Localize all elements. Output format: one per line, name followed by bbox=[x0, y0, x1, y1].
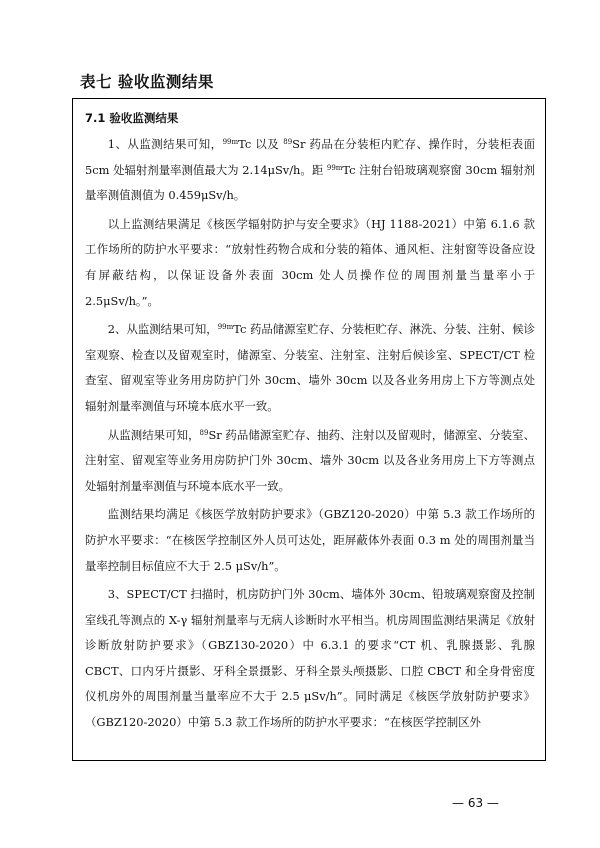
paragraph-4: 从监测结果可知，$^{89}$Sr 药品储源室贮存、抽药、注射以及留观时，储源室、分装室、注射室、留观室等业务用房防护门外 30cm、墙外 30cm 以及各业务用房上下方等测点处辐射剂量率测值与环境本底水平一致。 bbox=[85, 427, 535, 493]
page-number: — 63 — bbox=[452, 796, 499, 810]
paragraph-3: 2、从监测结果可知，$^{99m}$Tc 药品储源室贮存、分装柜贮存、淋洗、分装、注射、候诊室观察、检查以及留观室时，储源室、分装室、注射室、注射后候诊室、SPECT/CT 检查室、留观室等业务用房防护门外 30cm、墙外 30cm 以及各业务用房上下方等测点处辐射剂量率测值与环境本底水平一致。 bbox=[85, 322, 536, 413]
page-heading: 表七 验收监测结果 bbox=[80, 73, 214, 91]
paragraph-5: 监测结果均满足《核医学放射防护要求》（GBZ120-2020）中第 5.3 款工作场所的防护水平要求：“在核医学控制区外人员可达处，距屏蔽体外表面 0.3 m 处的周围剂量当量率控制目标值应不大于 2.5 μSv/h”。 bbox=[85, 507, 535, 573]
paragraph-1: 1、从监测结果可知，$^{99m}$Tc 以及 $^{89}$Sr 药品在分装柜内贮存、操作时，分装柜表面5cm 处辐射剂量率测值最大为 2.14μSv/h。距 $^{99m}$Tc 注射台铅玻璃观察窗 30cm 辐射剂量率测值测值为 0.459μSv/h。 bbox=[85, 137, 535, 203]
paragraph-2: 以上监测结果满足《核医学辐射防护与安全要求》（HJ 1188-2021）中第 6.1.6 款工作场所的防护水平要求：“放射性药物合成和分装的箱体、通风柜、注射窗等设备应设有屏蔽结构，以保证设备外表面 30cm 处人员操作位的周围剂量当量率小于 2.5μSv/h。”。 bbox=[85, 216, 535, 308]
results-table-cell bbox=[72, 98, 546, 761]
paragraph-6: 3、SPECT/CT 扫描时，机房防护门外 30cm、墙体外 30cm、铅玻璃观察窗及控制室线孔等测点的 X-γ 辐射剂量率与无病人诊断时水平相当。机房周围监测结果满足《放射诊断放射防护要求》（GBZ130-2020）中 6.3.1 的要求“CT 机、乳腺摄影、乳腺 CBCT、口内牙片摄影、牙科全景摄影、牙科全景头颅摄影、口腔 CBCT 和全身骨密度仪机房外的周围剂量当量率应不大于 2.5 μSv/h”。同时满足《核医学放射防护要求》（GBZ120-2020）中第 5.3 款工作场所的防护水平要求：“在核医学控制区外 bbox=[85, 587, 535, 730]
section-title: 7.1 验收监测结果 bbox=[85, 111, 179, 125]
